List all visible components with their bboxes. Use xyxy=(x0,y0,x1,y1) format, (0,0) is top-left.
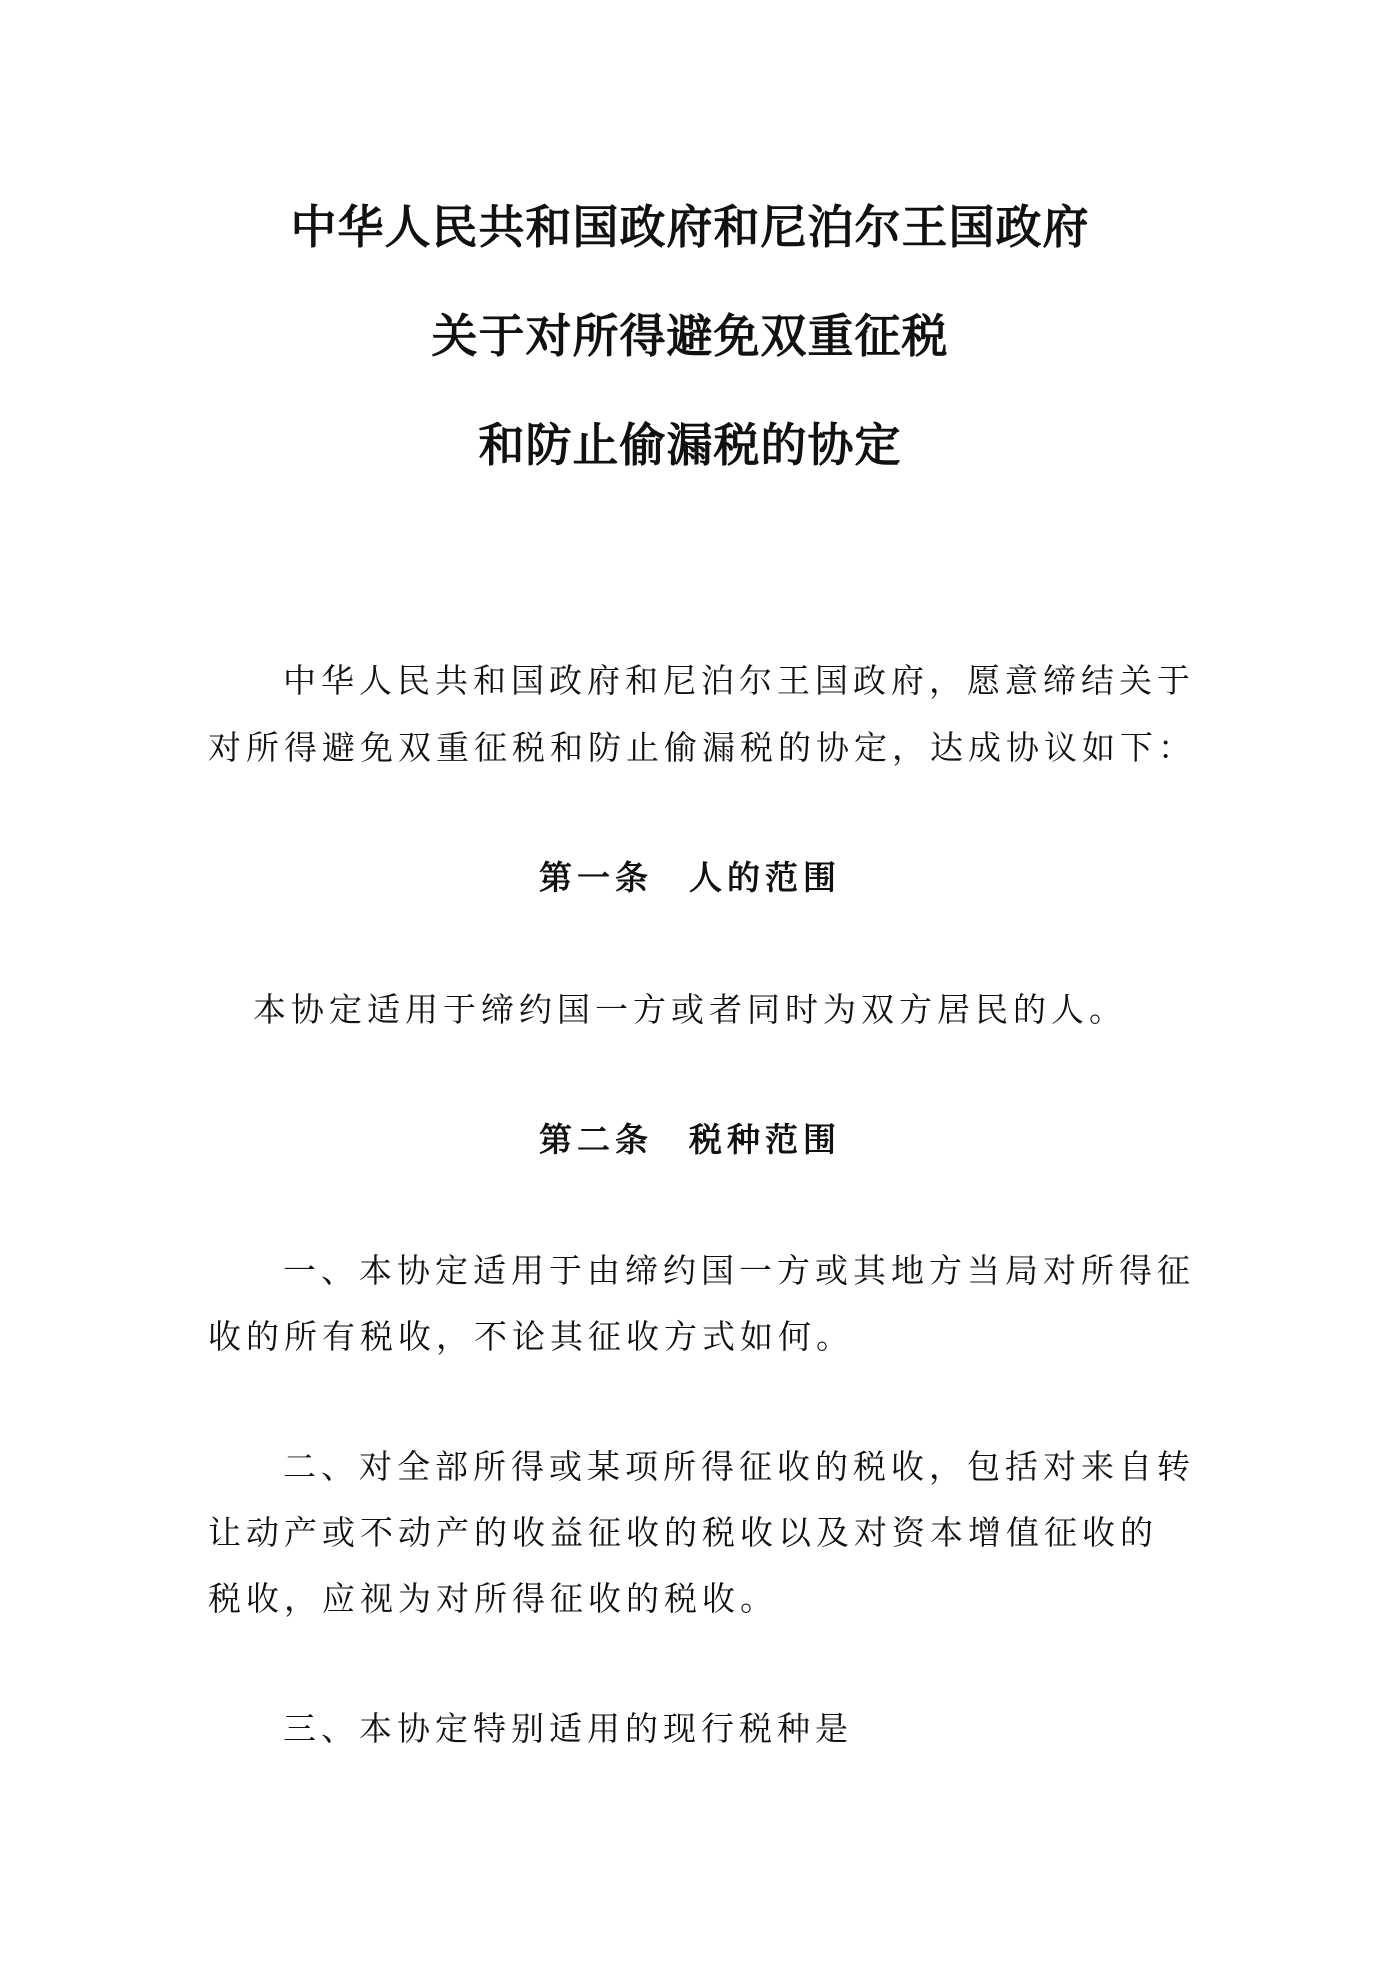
article-2-number: 第二条 xyxy=(539,1120,653,1159)
article-2-para-2-line-1: 二、对全部所得或某项所得征收的税收，包括对来自转 xyxy=(283,1447,1195,1486)
title-line-2: 关于对所得避免双重征税 xyxy=(431,309,949,363)
article-2-para-3-line-1: 三、本协定特别适用的现行税种是 xyxy=(283,1709,853,1748)
article-2-title: 税种范围 xyxy=(689,1120,841,1159)
title-line-1: 中华人民共和国政府和尼泊尔王国政府 xyxy=(290,200,1090,254)
article-2-para-1-line-2: 收的所有税收，不论其征收方式如何。 xyxy=(208,1317,854,1356)
article-1-title: 人的范围 xyxy=(689,858,841,897)
preamble-line-1: 中华人民共和国政府和尼泊尔王国政府，愿意缔结关于 xyxy=(283,661,1195,700)
article-2-para-2-line-2: 让动产或不动产的收益征收的税收以及对资本增值征收的 xyxy=(208,1513,1158,1552)
article-1-number: 第一条 xyxy=(539,858,653,897)
article-2-heading xyxy=(0,1117,1380,1163)
article-1-text: 本协定适用于缔约国一方或者同时为双方居民的人。 xyxy=(253,990,1127,1029)
title-line-3: 和防止偷漏税的协定 xyxy=(478,418,902,472)
article-2-para-2-line-3: 税收，应视为对所得征收的税收。 xyxy=(208,1579,778,1618)
article-2-para-1-line-1: 一、本协定适用于由缔约国一方或其地方当局对所得征 xyxy=(283,1251,1195,1290)
article-1-heading xyxy=(0,855,1380,901)
preamble-line-2: 对所得避免双重征税和防止偷漏税的协定，达成协议如下： xyxy=(208,728,1196,767)
